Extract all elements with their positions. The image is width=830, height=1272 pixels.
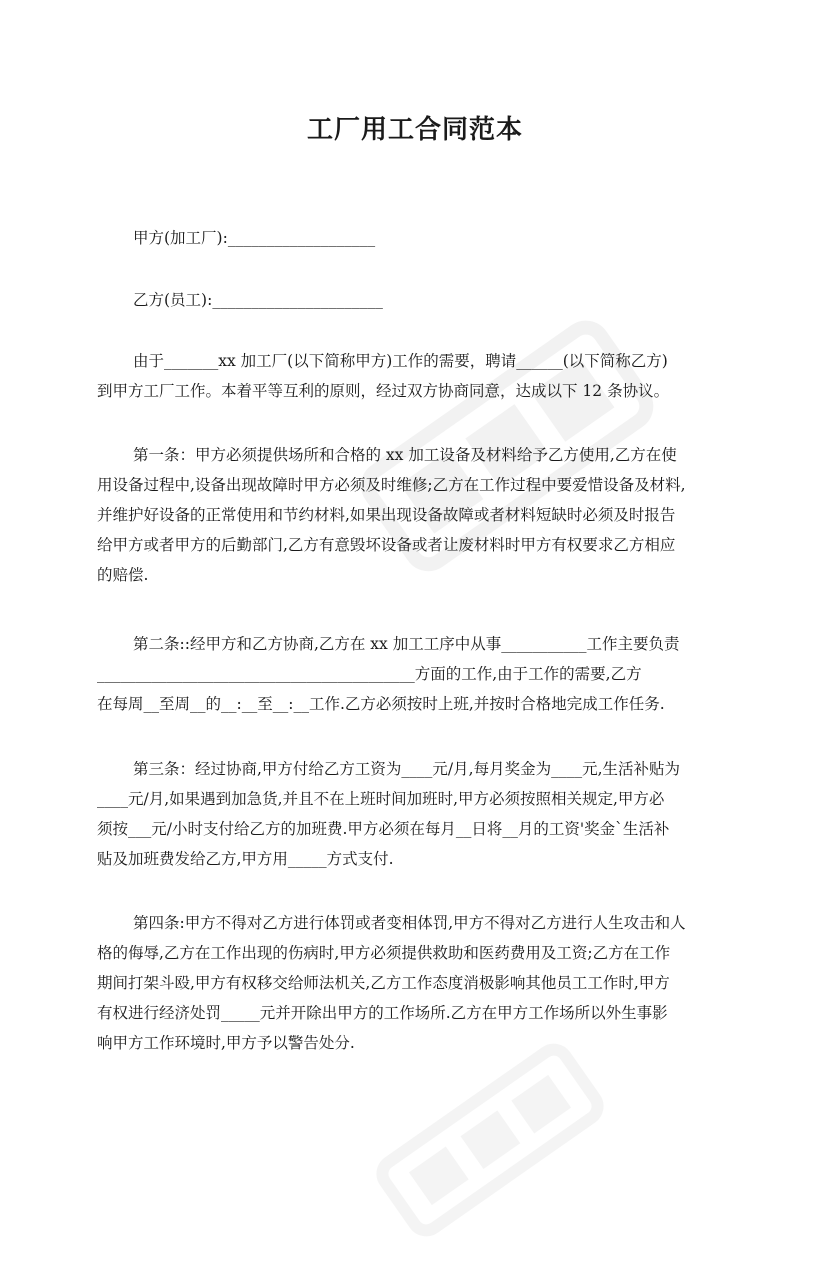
clause-2-line: 在每周__至周__的__:__至__:__工作.乙方必须按时上班,并按时合格地完成工作任务.: [97, 695, 665, 713]
clause-3-paragraph: [97, 754, 737, 874]
clause-4-paragraph: [97, 908, 737, 1058]
clause-3-line: ____元/月,如果遇到加急货,并且不在上班时间加班时,甲方必须按照相关规定,甲方必: [97, 790, 665, 808]
intro-line: 到甲方工厂工作。本着平等互利的原则，经过双方协商同意，达成以下 12 条协议。: [97, 382, 670, 400]
clause-1-paragraph: [97, 440, 737, 590]
clause-1-line: 的赔偿.: [97, 566, 149, 584]
clause-1-line: 给甲方或者甲方的后勤部门,乙方有意毁坏设备或者让废材料时甲方有权要求乙方相应: [97, 536, 676, 554]
party-a-line: 甲方(加工厂):___________________: [133, 229, 376, 247]
clause-4-line: 第四条:甲方不得对乙方进行体罚或者变相体罚,甲方不得对乙方进行人生攻击和人: [133, 914, 686, 932]
clause-3-line: 须按___元/小时支付给乙方的加班费.甲方必须在每月__日将__月的工资'奖金`生活补: [97, 820, 670, 838]
intro-paragraph: [97, 346, 737, 406]
clause-3-line: 第三条：经过协商,甲方付给乙方工资为____元/月,每月奖金为____元,生活补贴为: [133, 760, 681, 778]
clause-1-line: 用设备过程中,设备出现故障时甲方必须及时维修;乙方在工作过程中要爱惜设备及材料,: [97, 476, 686, 494]
clause-4-line: 格的侮辱,乙方在工作出现的伤病时,甲方必须提供救助和医药费用及工资;乙方在工作: [97, 944, 671, 962]
clause-4-line: 响甲方工作环境时,甲方予以警告处分.: [97, 1034, 355, 1052]
clause-3-line: 贴及加班费发给乙方,甲方用_____方式支付.: [97, 850, 394, 868]
clause-2-paragraph: [97, 629, 737, 719]
clause-4-line: 期间打架斗殴,甲方有权移交给师法机关,乙方工作态度消极影响其他员工工作时,甲方: [97, 974, 670, 992]
page-title: 工厂用工合同范本: [306, 115, 523, 145]
clause-4-line: 有权进行经济处罚_____元并开除出甲方的工作场所.乙方在甲方工作场所以外生事影: [97, 1004, 668, 1022]
clause-2-line: 第二条::经甲方和乙方协商,乙方在 xx 加工工序中从事___________工作主要负责: [133, 635, 680, 653]
clause-2-line: _________________________________________方面的工作,由于工作的需要,乙方: [97, 665, 642, 683]
intro-line: 由于_______xx 加工厂(以下简称甲方)工作的需要，聘请______(以下简称乙方): [133, 352, 668, 370]
party-b-line: 乙方(员工):______________________: [133, 291, 383, 309]
clause-1-line: 第一条：甲方必须提供场所和合格的 xx 加工设备及材料给予乙方使用,乙方在使: [133, 446, 677, 464]
clause-1-line: 并维护好设备的正常使用和节约材料,如果出现设备故障或者材料短缺时必须及时报告: [97, 506, 676, 524]
